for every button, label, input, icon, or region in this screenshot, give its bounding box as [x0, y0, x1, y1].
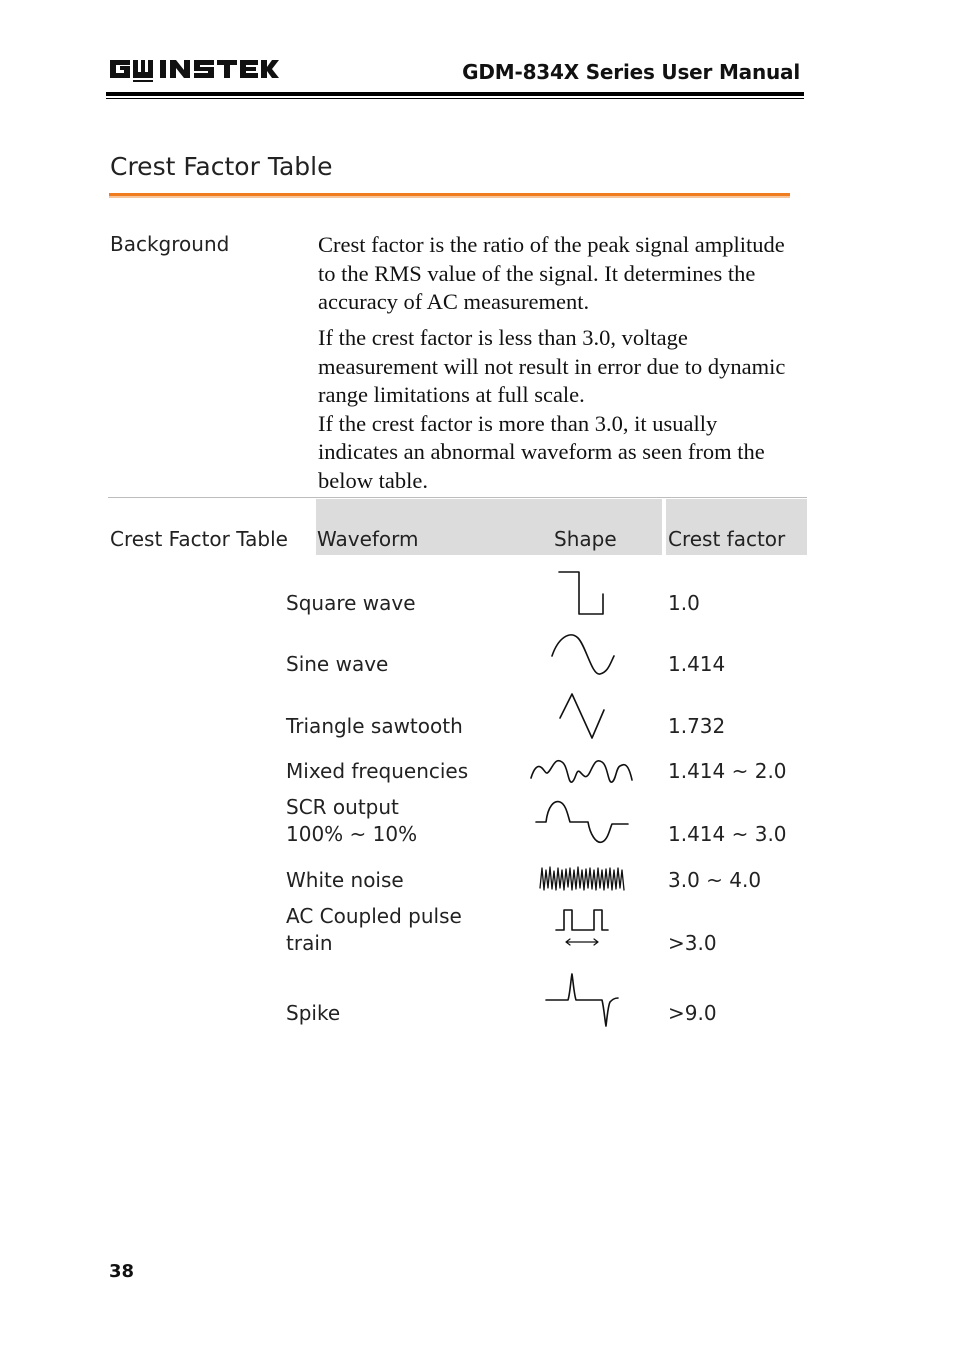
background-paragraph-1: [318, 231, 798, 317]
triangle-wave-icon: [556, 690, 608, 742]
crest-factor-value: 1.414 ~ 3.0: [668, 822, 787, 846]
crest-factor-table-label: Crest Factor Table: [110, 527, 288, 551]
waveform-name-line-1: SCR output: [286, 795, 399, 819]
sine-wave-icon: [548, 630, 618, 680]
pulse-train-icon: [552, 902, 616, 952]
waveform-name: Mixed frequencies: [286, 759, 469, 783]
crest-factor-value: 1.414 ~ 2.0: [668, 759, 787, 783]
section-title: Crest Factor Table: [110, 152, 333, 181]
crest-factor-value: 1.732: [668, 714, 726, 738]
gw-instek-logo: [108, 56, 280, 86]
mixed-frequency-wave-icon: [528, 754, 638, 788]
spike-wave-icon: [542, 968, 622, 1032]
background-paragraph-2: [318, 324, 798, 495]
crest-factor-value: 1.0: [668, 591, 700, 615]
header-rule: [106, 92, 804, 96]
waveform-name-line-2: train: [286, 931, 333, 955]
waveform-name: Triangle sawtooth: [286, 714, 463, 738]
manual-title: GDM-834X Series User Manual: [462, 60, 800, 84]
gw-instek-logo-mark: [108, 56, 280, 82]
column-header-shape: Shape: [554, 527, 617, 551]
waveform-name: Square wave: [286, 591, 416, 615]
waveform-name-line-2: 100% ~ 10%: [286, 822, 418, 846]
section-divider: [108, 497, 807, 498]
header-rule-thin: [106, 98, 804, 99]
background-text-3: If the crest factor is more than 3.0, it usually indicates an abnormal waveform as seen from the below table.: [318, 410, 765, 493]
column-header-waveform: Waveform: [317, 527, 419, 551]
background-text-2: If the crest factor is less than 3.0, voltage measurement will not result in error due to dynamic range limitations at full scale.: [318, 325, 786, 407]
waveform-name: White noise: [286, 868, 404, 892]
section-rule-shadow: [109, 196, 790, 198]
page-number: 38: [109, 1261, 135, 1282]
table-header-gap: [662, 499, 666, 555]
square-wave-icon: [555, 566, 611, 618]
crest-factor-value: >9.0: [668, 1001, 717, 1025]
background-label: Background: [110, 232, 230, 256]
waveform-name: Sine wave: [286, 652, 389, 676]
crest-factor-value: 1.414: [668, 652, 726, 676]
waveform-name: Spike: [286, 1001, 341, 1025]
scr-output-wave-icon: [532, 796, 632, 850]
column-header-crest-factor: Crest factor: [668, 527, 786, 551]
crest-factor-value: >3.0: [668, 931, 717, 955]
white-noise-icon: [536, 864, 630, 894]
background-text-1: Crest factor is the ratio of the peak signal amplitude to the RMS value of the signal. It determines the accuracy of AC measurement.: [318, 232, 785, 314]
waveform-name-line-1: AC Coupled pulse: [286, 904, 462, 928]
crest-factor-value: 3.0 ~ 4.0: [668, 868, 762, 892]
